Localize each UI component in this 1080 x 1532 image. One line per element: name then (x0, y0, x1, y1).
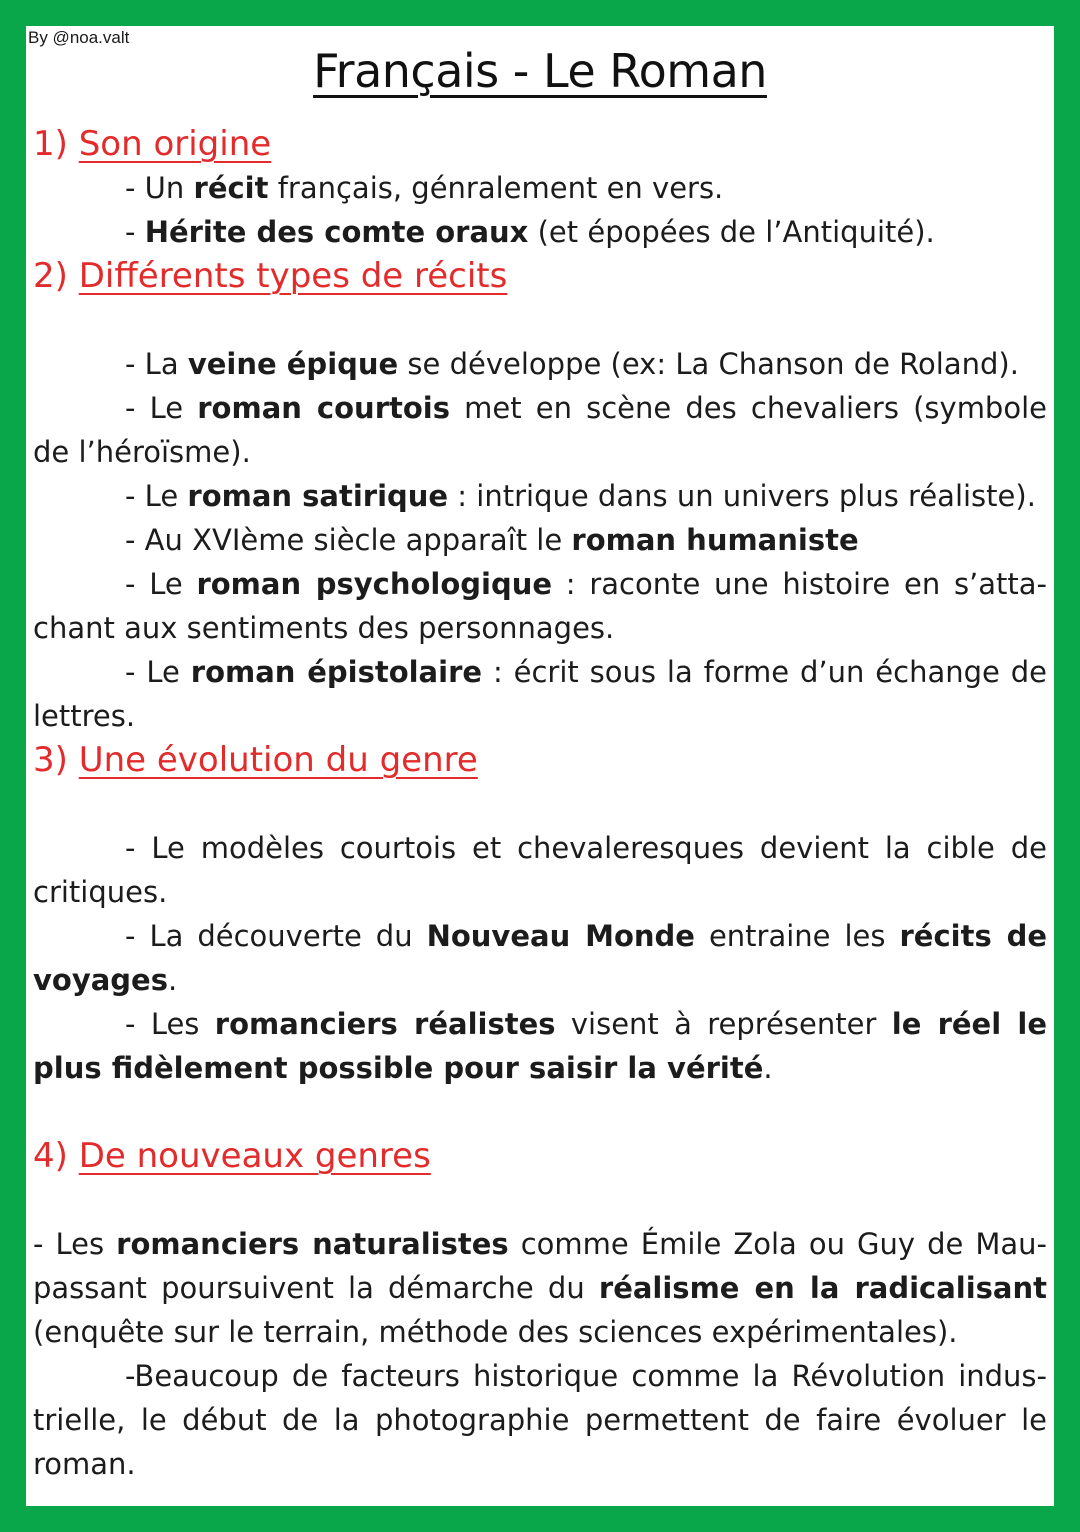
page-title: Français - Le Roman (313, 44, 767, 98)
author-credit: By @noa.valt (28, 28, 130, 47)
paragraph: -Beaucoup de facteurs historique comme la Révolution indus-trielle, le début de la photographie permettent de faire évoluer le roman. (33, 1359, 1047, 1481)
section-heading-new-genres: 4) De nouveaux genres (33, 1136, 431, 1176)
paragraph: - Le roman épistolaire : écrit sous la forme d’un échange de lettres. (33, 655, 1048, 733)
paragraph: - Le roman psychologique : raconte une histoire en s’atta-chant aux sentiments des personnages. (33, 567, 1048, 645)
section-heading-types: 2) Différents types de récits (33, 256, 508, 296)
paragraph: - Le roman satirique : intrique dans un univers plus réaliste). (125, 479, 1036, 513)
paragraph: - Le roman courtois met en scène des chevaliers (symbole de l’héroïsme). (33, 391, 1047, 469)
content (33, 122, 1047, 1486)
section-heading-origin: 1) Son origine (33, 124, 272, 164)
paragraph: - La découverte du Nouveau Monde entraine les récits de voyages. (33, 919, 1048, 997)
paragraph: - Les romanciers réalistes visent à représenter le réel le plus fidèlement possible pour saisir la vérité. (33, 1007, 1048, 1085)
paragraph: - Les romanciers naturalistes comme Émile Zola ou Guy de Mau-passant poursuivent la démarche du réalisme en la radicalisant (enquête sur le terrain, méthode des sciences expérimentales). (33, 1227, 1048, 1349)
paragraph: - Un récit français, génralement en vers. (125, 171, 724, 205)
paragraph: - Le modèles courtois et chevaleresques devient la cible de critiques. (33, 831, 1047, 909)
paragraph: - Hérite des comte oraux (et épopées de l’Antiquité). (125, 215, 935, 249)
paragraph: - Au XVIème siècle apparaît le roman humaniste (125, 523, 859, 557)
document-page (26, 26, 1054, 1506)
paragraph: - La veine épique se développe (ex: La Chanson de Roland). (125, 347, 1019, 381)
section-heading-evolution: 3) Une évolution du genre (33, 740, 478, 780)
